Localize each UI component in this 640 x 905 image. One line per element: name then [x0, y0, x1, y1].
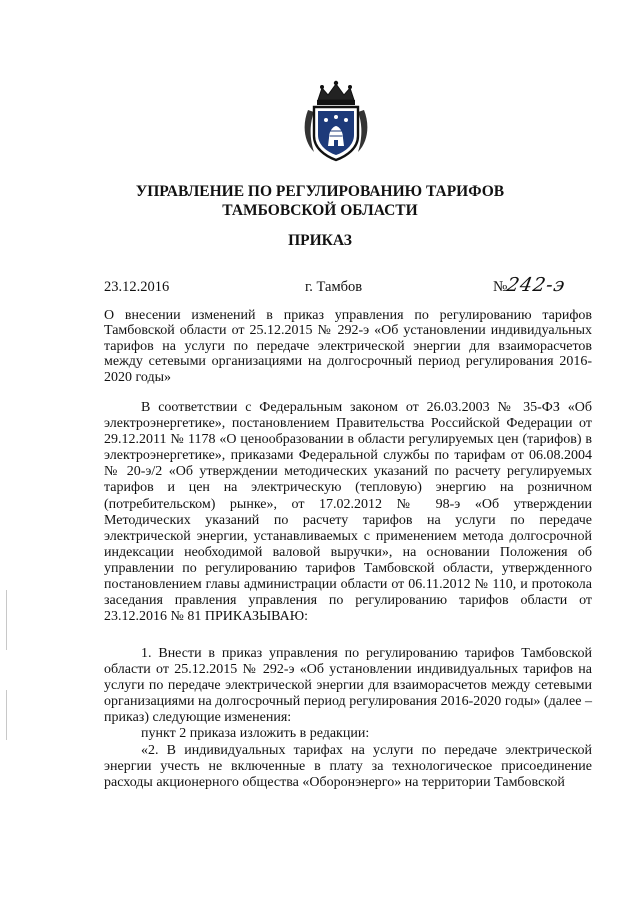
number-sign: № [493, 279, 508, 295]
tambov-coat-of-arms-icon [300, 80, 372, 162]
org-name-line-2: ТАМБОВСКОЙ ОБЛАСТИ [222, 202, 418, 219]
order-item-3: «2. В индивидуальных тарифах на услуги по передаче электрической энергии учесть не включенные в плату за технологическое присоединение расходы акционерного общества «Оборонэнерго» на территории Тамбовской [104, 742, 592, 790]
document-number [493, 274, 566, 296]
document-date: 23.12.2016 [104, 279, 170, 295]
document-city: г. Тамбов [305, 279, 363, 295]
order-items-block [104, 646, 592, 791]
document-type: ПРИКАЗ [288, 232, 352, 249]
handwritten-number: 242-э [505, 274, 568, 296]
document-subject: О внесении изменений в приказ управления по регулированию тарифов Тамбовской области от 25.12.2015 № 292-э «Об установлении индивидуальных тарифов на услуги по передаче электрической энергии для взаиморасчетов между сетевыми организациями на долгосрочный период регулирования 2016-2020 годы» [104, 308, 592, 385]
scan-edge-mark [6, 590, 7, 650]
preamble-paragraph: В соответствии с Федеральным законом от 26.03.2003 № 35-ФЗ «Об электроэнергетике», постановлением Правительства Российской Федерации от 29.12.2011 № 1178 «О ценообразовании в области регулируемых цен (тарифов) в электроэнергетике», приказами Федеральной службы по тарифам от 06.08.2004 № 20-э/2 «Об утверждении методических указаний по расчету регулируемых тарифов и цен на электрическую (тепловую) энергию на розничном (потребительском) рынке», от 17.02.2012 № 98-э «Об утверждении Методических указаний по расчету тарифов на услуги по передаче электрической энергии, устанавливаемых с применением метода долгосрочной индексации необходимой валовой выручки», на основании Положения об управлении по регулированию тарифов Тамбовской области, утвержденного постановлением главы администрации области от 06.11.2012 № 110, и протокола заседания правления управления по регулированию тарифов области от 23.12.2016 № 81 ПРИКАЗЫВАЮ: [104, 400, 592, 625]
order-item-2: пункт 2 приказа изложить в редакции: [141, 726, 370, 742]
preamble-block [104, 400, 592, 625]
scan-edge-mark [6, 690, 7, 740]
order-item-1: 1. Внести в приказ управления по регулированию тарифов Тамбовской области от 25.12.2015 № 292-э «Об установлении индивидуальных тарифов на услуги по передаче электрической энергии для взаиморасчетов между сетевыми организациями на долгосрочный период регулирования 2016-2020 годы» (далее – приказ) следующие изменения: [104, 646, 592, 726]
org-name-line-1: УПРАВЛЕНИЕ ПО РЕГУЛИРОВАНИЮ ТАРИФОВ [135, 183, 505, 200]
issuing-authority [100, 182, 540, 220]
